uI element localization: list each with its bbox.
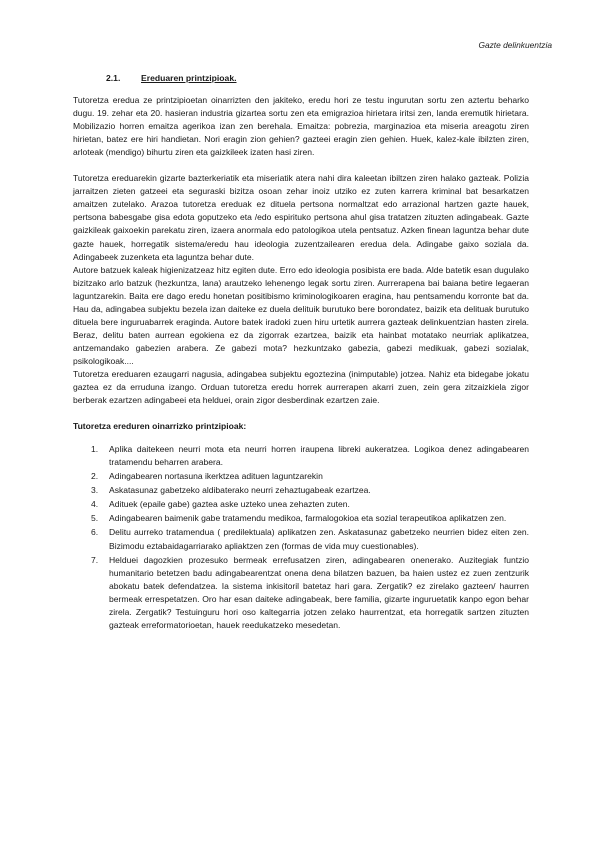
paragraph-ezaugarri: Tutoretza ereduaren ezaugarri nagusia, adingabea subjektu egoztezina (inimputable) jotzea. Nahiz eta bidegabe jokatu gaztea ez da erruduna izango. Orduan tutoretza eredu horrek aurrerapen akarri zuen, zein gera zitzaizkiela zigor berberak ezartzen adingabeei eta helduei, orain zigor desberdinak ezartzen zaie. [73,368,529,406]
list-item-number: 1. [91,444,99,455]
list-item [91,443,529,469]
running-header: Gazte delinkuentzia [478,40,552,50]
list-item [91,526,529,552]
list-item [91,498,529,511]
list-item-number: 7. [91,554,99,565]
paragraph-intro: Tutoretza eredua ze printzipioetan oinarrizten den jakiteko, eredu hori ze testu ingurutan sortu zen aztertu beharko dugu. 19. zehar eta 20. hasieran industria gizartea sortu zen eta emigrazioa hirietara iritsi zen, landa eremutik hirietara. Mobilizazio horren emaitza agerikoa izan zen berehala. Emaitza: pobrezia, marginazioa eta miseria areagotu ziren hirietan, batez ere hiri handietan. Nori eragin zion gehien? gazteei eragin zien gehien. Huek, kalez-kale ibilzten ziren, arloteak (mendigo) bihurtu ziren eta gaizkileek izaten hasi ziren. [73,95,529,158]
list-item-number: 2. [91,471,99,482]
list-item-text: Helduei dagozkien prozesuko bermeak errefusatzen ziren, adingabearen onenerako. Auzitegiak funtzio humanitario betetzen badu adingabearentzat onena dena bilatzen bazuen, ba haien ustez ez zuen zentzurik abokatu batek defendatzea. Ia sistema inkisitoril batetaz hari gara. Zergatik? ez zirelako gazteen/ haurren bermeak errespetatzen. Oro har esan daiteke adingabeak, bere familia, gizarte inguruetatik kanpo egon behar zirela. Zergatik? Testuinguru hori oso kaltegarria jotzen zelako haurrentzat, eta horregatik sartzen zituzten gazteak erreformatorioetan, hauek reedukatzeko mesedetan. [109,554,529,630]
list-item-number: 5. [91,513,99,524]
list-item-number: 6. [91,527,99,538]
list-item-text: Delitu aurreko tratamendua ( predilektuala) aplikatzen zen. Askatasunaz gabetzeko neurrien bidez eiten zen. Bizimodu eztabaidagarriarako apliaktzen zen (formas de vida muy cuestionables). [109,527,529,551]
list-item-text: Askatasunaz gabetzeko aldibaterako neurri zehaztugabeak ezartzea. [109,485,371,496]
principles-heading: Tutoretza ereduren oinarrizko printzipioak: [73,421,247,432]
list-item-text: Adingabearen nortasuna ikerktzea adituen laguntzarekin [109,471,323,482]
paragraph-tutoretza: Tutoretza ereduarekin gizarte bazterkeriatik eta miseriatik atera nahi dira kaleetan ibiltzen ziren halako gazteak. Polizia jarraitzen zieten gatzeei eta seguraski bizitza osoan zehar inoiz utziko ez zuten karrera kriminal bat besarkatzen amaitzen zutelako. Arazoa tutoretza ereduak ez dituela pertsona normaltzat edo arrazional hartzen gazte hauek, pertsona babesgabe gisa edota goputzeko eta /edo espirituko pertsona ahul gisa tratatzen zituzten adingabeak. Gazte gaizkileak gaixoekin parekatu ziren, izaera anormala edo patologikoa utela pentsatuz. Azken finean laguntza behar dute gazte hauek, horregatik sistema/eredu hau ideologia zuzentzailearen eredua dela. Adingabe gaixo soziala da. Adingabeek zuzenketa eta laguntza behar dute. [73,173,529,262]
list-item [91,554,529,632]
list-item-number: 4. [91,499,99,510]
section-heading [106,72,529,85]
page-body [73,72,529,633]
list-item [91,484,529,497]
list-item-number: 3. [91,485,99,496]
list-item [91,512,529,525]
paragraph-autore: Autore batzuek kaleak higienizatzeaz hitz egiten dute. Erro edo ideologia posibista ere bada. Alde batetik esan dugulako bizitzako arlo batzuk (hezkuntza, lana) arautzeko lehenengo legak sortu ziren. Aurrerapena bai baiana betire legaeran laguntzarekin. Baita ere dago eredu honetan positibismo kriminologikoaren eragina, hau pentsamendu korronte bat da. Hau da, adingabea subjektu bezela izan daiteke ez duela delituik burutuko bere borondatez, baizik eta delituak burutuko dituela bere inguruabarrek eraginda. Autore batek iradoki zuen hiru urtetik aurrera gazteak delinkuentzian hasten zirela. Beraz, delitu baten aurrean egokiena ez da zigorrak ezartzea, baizik eta hainbat motatako neurriak aplikatzea, antzemandako gabezien arabera. Ze gabezi mota? hezkuntzako gabezia, gabezi medikuak, gabezi sozialak, psikologikoak.... [73,264,529,366]
section-number: 2.1. [106,73,121,83]
list-item [91,470,529,483]
list-item-text: Aplika daitekeen neurri mota eta neurri horren iraupena libreki aukeratzea. Logikoa denez adingabearen tratamendu beharren arabera. [109,444,529,468]
list-item-text: Adituek (epaile gabe) gaztea aske uzteko unea zehazten zuten. [109,499,350,510]
list-item-text: Adingabearen baimenik gabe tratamendu medikoa, farmalogokioa eta sozial terapeutikoa aplikatzen zen. [109,513,507,524]
principles-list [73,443,529,632]
section-title: Ereduaren printzipioak. [141,73,237,83]
